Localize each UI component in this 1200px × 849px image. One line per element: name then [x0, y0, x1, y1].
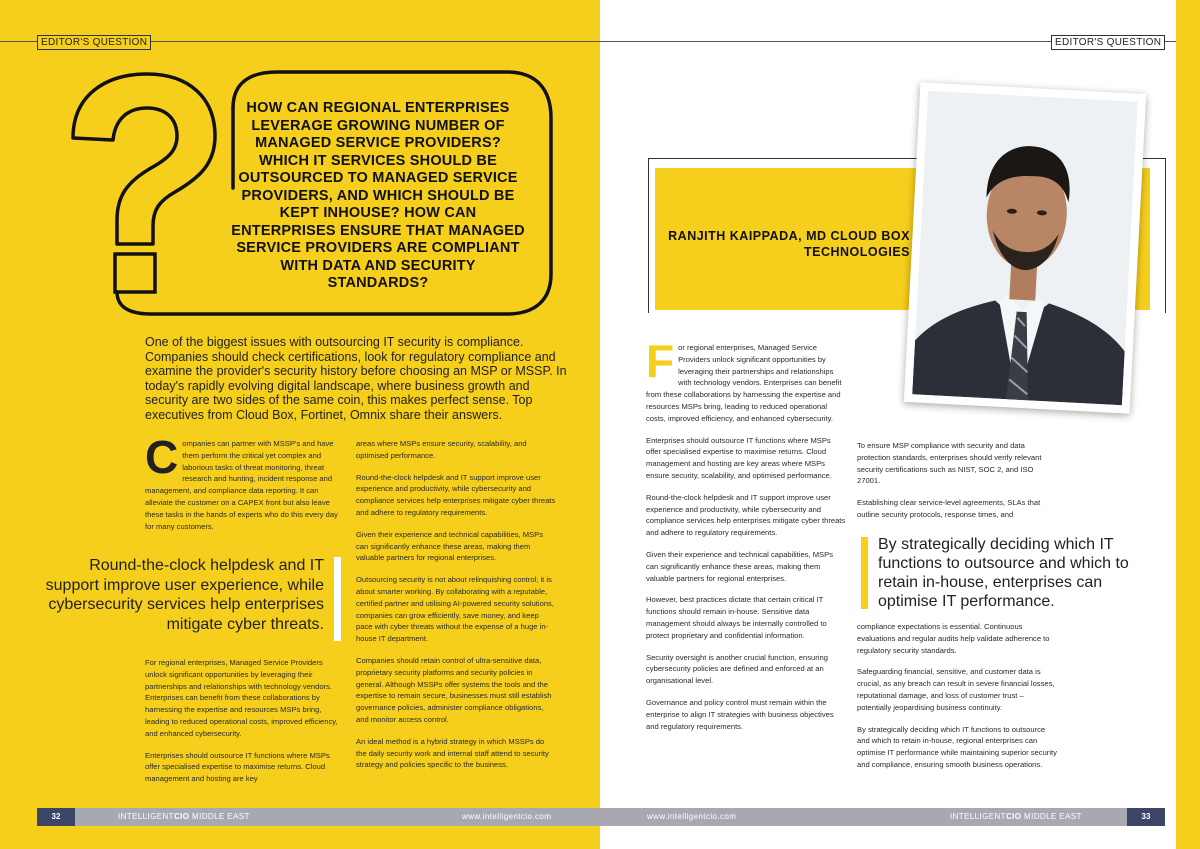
col4-paragraph-1: To ensure MSP compliance with security and data protection standards, enterprises should verify relevant security certifications such as NIST, SOC 2, and ISO 27001. — [857, 441, 1042, 486]
pull-quote-right: By strategically deciding which IT functions to outsource and which to retain in-house, enterprises can optimise IT performance. — [878, 536, 1129, 610]
interviewee-name: RANJITH KAIPPADA, MD CLOUD BOX TECHNOLOGIES — [668, 229, 910, 259]
article-column-1-lower — [145, 657, 343, 795]
intro-paragraph: One of the biggest issues with outsourcing IT security is compliance. Companies should check certifications, look for regulatory compliance and examine the provider's security history before choosing an MSP or MSSP. In today's rapidly evolving digital landscape, where business growth and security are two sides of the same coin, this makes perfect sense. Top executives from Cloud Box, Fortinet, Omnix share their answers. — [145, 335, 567, 422]
col2-paragraph-2: Round-the-clock helpdesk and IT support improve user experience and productivity, while cybersecurity and compliance services help enterprises mitigate cyber threats and adhere to regulatory requirements. — [356, 472, 556, 517]
article-column-4 — [857, 440, 1057, 531]
col4-paragraph-5: By strategically deciding which IT functions to outsource and which to retain in-house, regional enterprises can optimise IT performance while maintaining superior security and compliance, ensuring smooth business operations. — [857, 724, 1057, 769]
col1-paragraph-3: Enterprises should outsource IT functions where MSPs offer specialised expertise to maximise returns. Cloud management and hosting are key — [145, 750, 330, 784]
col2-paragraph-3: Given their experience and technical capabilities, MSPs can significantly enhance these areas, making them valuable partners for regional enterprises. — [356, 529, 543, 563]
section-tag-right: EDITOR'S QUESTION — [1051, 35, 1165, 50]
col3-paragraph-1: For regional enterprises, Managed Service Providers unlock significant opportunities by leveraging their partnerships and relationships with technology vendors. Enterprises can benefit from these collaborations by harnessing the expertise and resources MSPs bring, leading to reduced operational costs, improved efficiency, and enhanced cybersecurity. — [646, 335, 842, 423]
page-number-left: 32 — [37, 808, 75, 826]
portrait-image — [912, 91, 1138, 406]
pull-quote-left: Round-the-clock helpdesk and IT support improve user experience, while cybersecurity services help enterprises mitigate cyber threats. — [45, 557, 324, 633]
col1-paragraph-2: For regional enterprises, Managed Service Providers unlock significant opportunities by leveraging their partnerships and relationships with technology vendors. Enterprises can benefit from these collaborations by harnessing the expertise and resources MSPs bring, leading to reduced operational costs, improved efficiency, and enhanced cybersecurity. — [145, 658, 338, 738]
dropcap-f: F — [646, 335, 675, 387]
pull-quote-right-bar — [861, 537, 868, 609]
col4-paragraph-3: compliance expectations is essential. Continuous evaluations and regular audits help validate adherence to regulatory security standards. — [857, 622, 1050, 655]
page-number-right: 33 — [1127, 808, 1165, 826]
article-column-3 — [646, 335, 846, 742]
article-column-2 — [356, 438, 556, 781]
editors-question-headline: HOW CAN REGIONAL ENTERPRISES LEVERAGE GROWING NUMBER OF MANAGED SERVICE PROVIDERS? WHICH IT SERVICES SHOULD BE OUTSOURCED TO MANAGED SERVICE PROVIDERS, AND WHICH SHOULD BE KEPT INHOUSE? HOW CAN ENTERPRISES ENSURE THAT MANAGED SERVICE PROVIDERS ARE COMPLIANT WITH DATA AND SECURITY STANDARDS? — [231, 100, 525, 291]
col4-paragraph-4: Safeguarding financial, sensitive, and customer data is crucial, as any breach can result in severe financial losses, reputational damage, and loss of customer trust – potentially jeopardising business continuity. — [857, 667, 1055, 712]
interviewee-photo — [904, 82, 1146, 413]
col2-paragraph-1: areas where MSPs ensure security, scalability, and optimised performance. — [356, 439, 527, 460]
col1-paragraph-1: Companies can partner with MSSP's and have them perform the critical yet complex and laborious tasks of threat monitoring, threat research and hunting, incident response and management, and compliance data reporting. It can alleviate the customer on a CAPEX front but also leave these tasks in the hands of experts who do this every day for many customers. — [145, 431, 338, 531]
col2-paragraph-5: Companies should retain control of ultra-sensitive data, proprietary security platforms and security policies in general. Although MSSPs offer systems the tools and the expertise to remain secure, businesses must still establish governance policies, administer compliance obligations, and monitor access control. — [356, 655, 552, 724]
col3-paragraph-4: Given their experience and technical capabilities, MSPs can significantly enhance these areas, making them valuable partners for regional enterprises. — [646, 549, 833, 583]
footer-url-right[interactable]: www.intelligentcio.com — [647, 812, 737, 821]
pull-quote-left-bar — [334, 557, 341, 641]
col3-paragraph-5: However, best practices dictate that certain critical IT functions should remain in-house. Sensitive data management should always be internally controlled to protect proprietary and confidential information. — [646, 595, 827, 640]
article-column-4-lower — [857, 621, 1057, 781]
col3-paragraph-6: Security oversight is another crucial function, ensuring cybersecurity policies are defined and enforced at an organisational level. — [646, 652, 828, 686]
col3-paragraph-3: Round-the-clock helpdesk and IT support improve user experience and productivity, while cybersecurity and compliance services help enterprises mitigate cyber threats and adhere to regulatory requirements. — [646, 492, 846, 538]
article-column-1 — [145, 431, 343, 542]
footer-url-left[interactable]: www.intelligentcio.com — [462, 812, 552, 821]
dropcap-c: C — [145, 431, 179, 483]
footer-brand-left: INTELLIGENTCIO MIDDLE EAST — [118, 812, 250, 821]
col3-paragraph-2: Enterprises should outsource IT functions where MSPs offer specialised expertise to maximise returns. Cloud management and hosting are key areas where MSPs ensure security, scalability, and optimised performance. — [646, 435, 832, 480]
col2-paragraph-6: An ideal method is a hybrid strategy in which MSSPs do the daily security work and internal staff attend to security strategy and policies specific to the business. — [356, 736, 549, 770]
section-tag-left: EDITOR'S QUESTION — [37, 35, 151, 50]
col2-paragraph-4: Outsourcing security is not about relinquishing control; it is about smarter working. By collaborating with a reputable, certified partner and utilising AI-powered security solutions, companies can grow efficiently, save money, and keep pace with cyber threats without the expense of a huge in-house IT department. — [356, 575, 554, 644]
col3-paragraph-7: Governance and policy control must remain within the enterprise to align IT strategies with business objectives and regulatory requirements. — [646, 697, 834, 731]
footer-brand-right: INTELLIGENTCIO MIDDLE EAST — [950, 812, 1082, 821]
right-yellow-strip — [1176, 0, 1200, 849]
col4-paragraph-2: Establishing clear service-level agreements, SLAs that outline security protocols, response times, and — [857, 498, 1041, 519]
